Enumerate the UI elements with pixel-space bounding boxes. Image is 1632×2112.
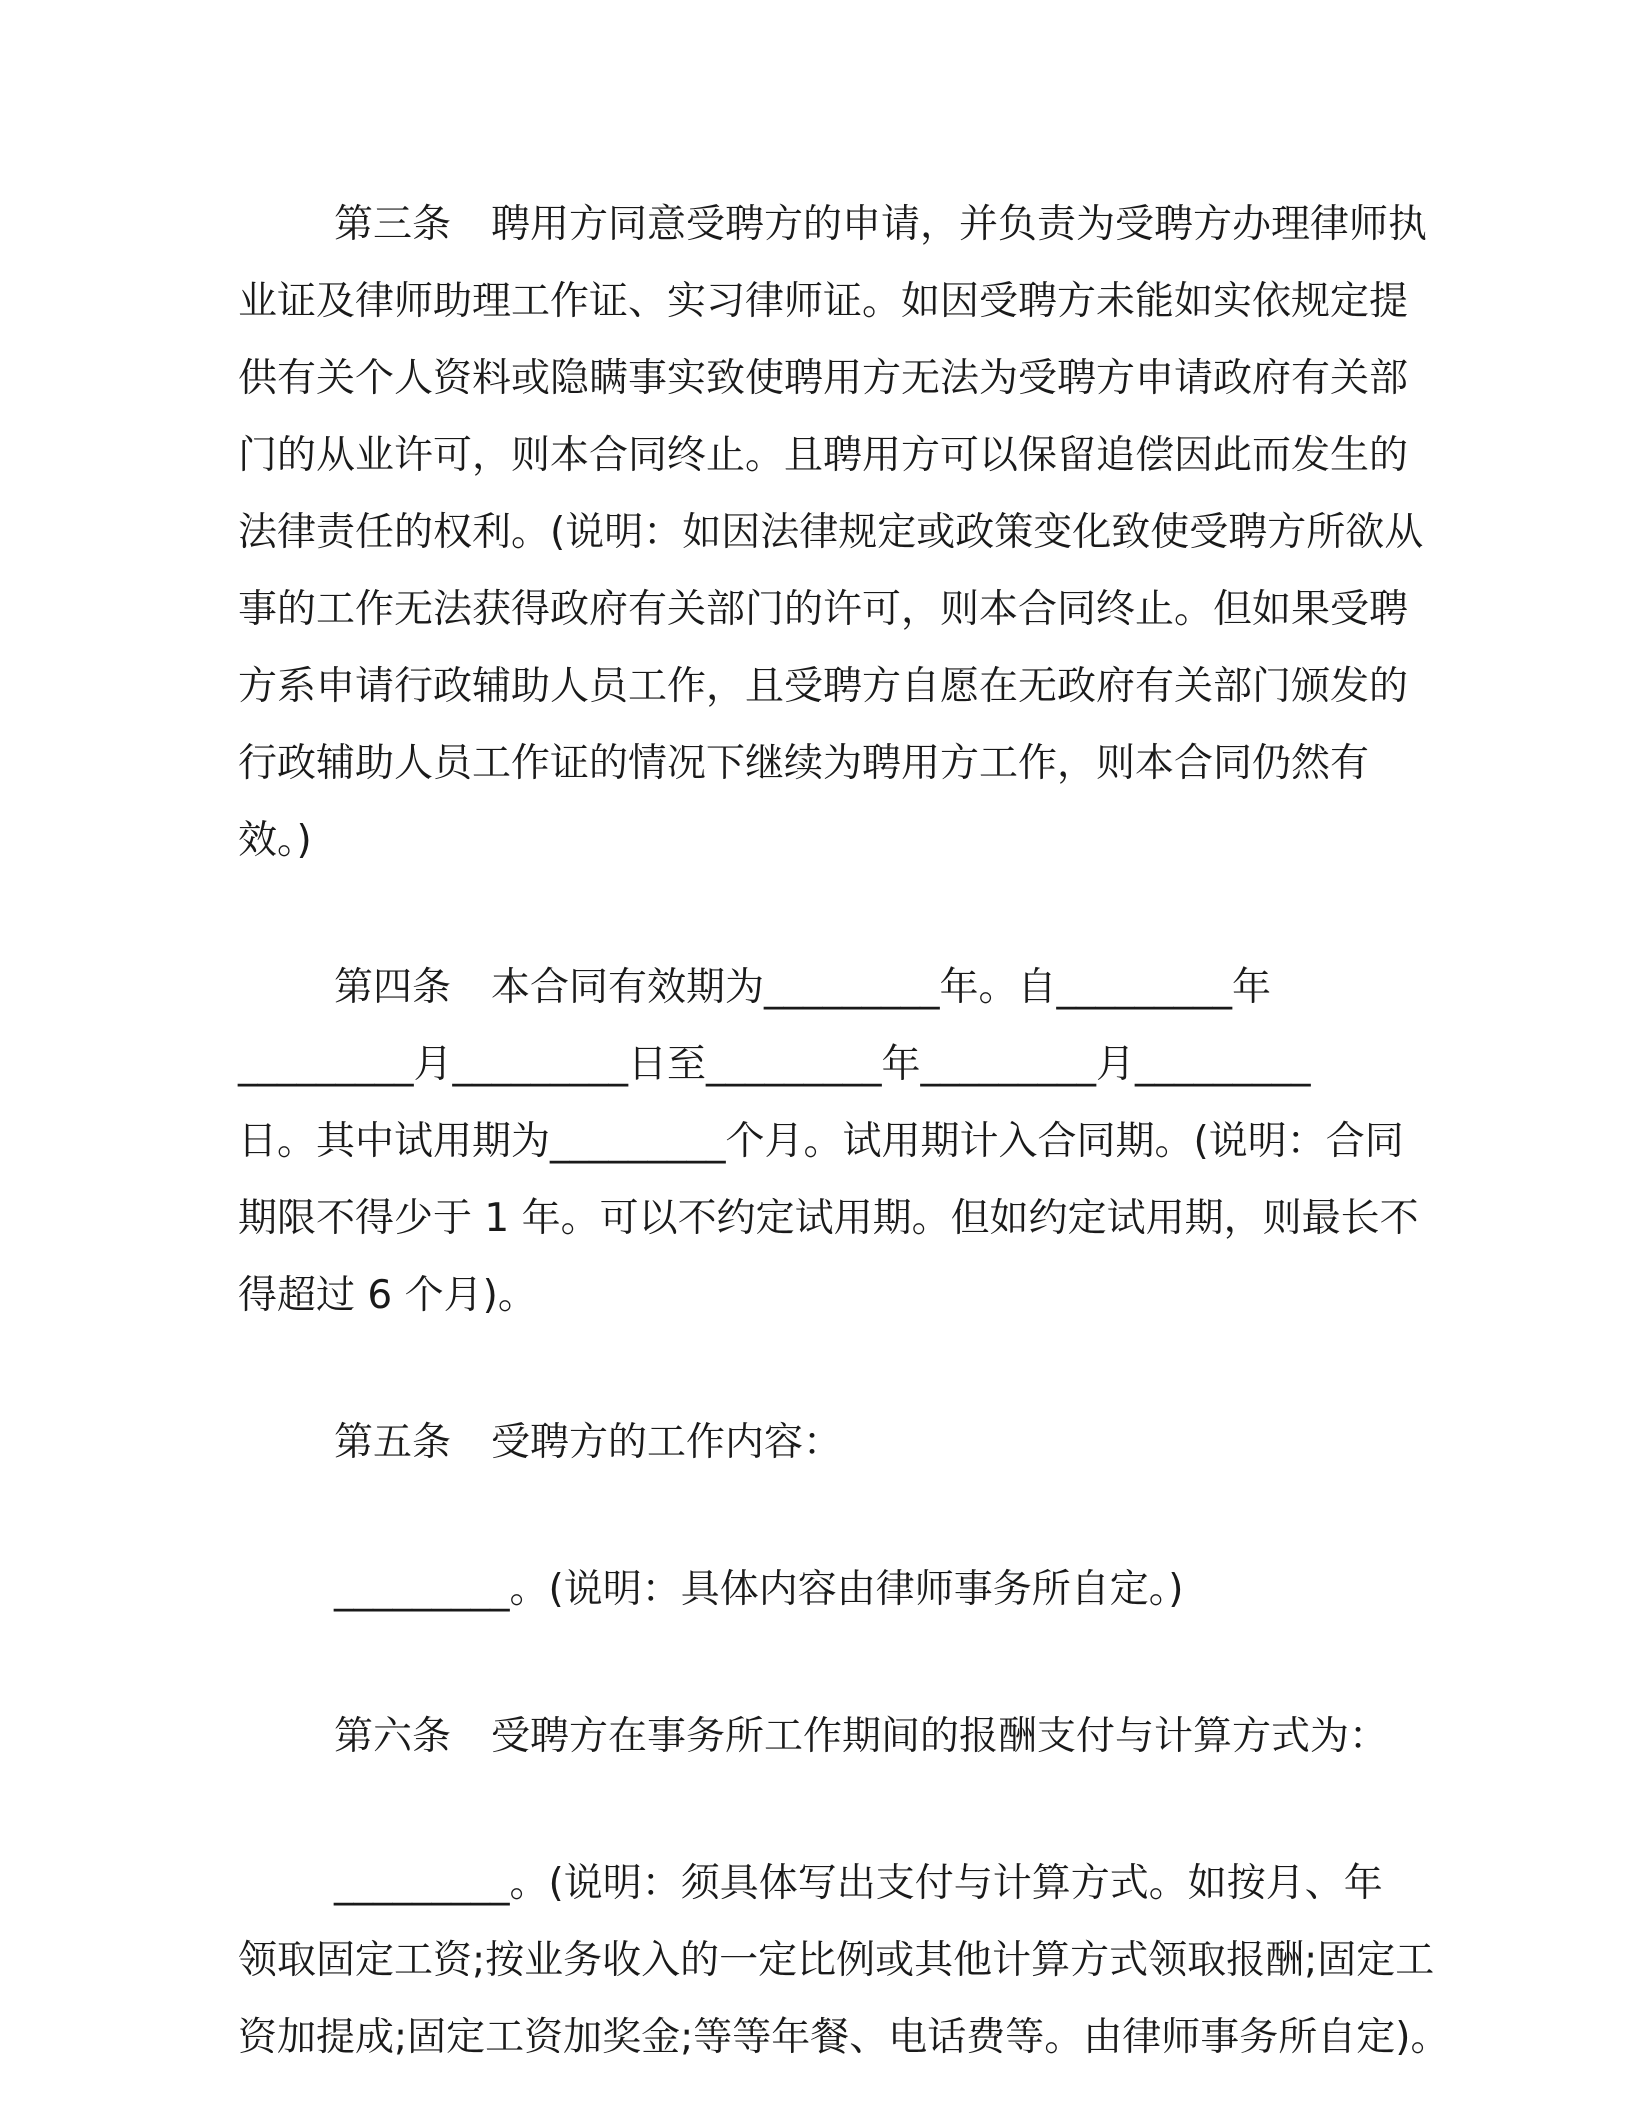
article-3-line-6: 事的工作无法获得政府有关部门的许可，则本合同终止。但如果受聘 — [238, 587, 1409, 632]
article-5-content — [238, 1551, 1378, 1628]
article-5-label: 第五条 — [334, 1420, 452, 1465]
article-4-line-4: 期限不得少于 1 年。可以不约定试用期。但如约定试用期，则最长不 — [238, 1196, 1419, 1241]
article-3 — [238, 186, 1428, 879]
article-3-line-7: 方系申请行政辅助人员工作，且受聘方自愿在无政府有关部门颁发的 — [238, 664, 1409, 709]
article-6-line-1: _________。(说明：须具体写出支付与计算方式。如按月、年 — [334, 1861, 1383, 1906]
article-3-line-2: 业证及律师助理工作证、实习律师证。如因受聘方未能如实依规定提 — [238, 279, 1409, 324]
article-4-label: 第四条 — [334, 965, 452, 1010]
article-4-line-5: 得超过 6 个月)。 — [238, 1273, 537, 1318]
article-3-line-8: 行政辅助人员工作证的情况下继续为聘用方工作，则本合同仍然有 — [238, 741, 1370, 786]
article-3-line-4: 门的从业许可，则本合同终止。且聘用方可以保留追偿因此而发生的 — [238, 433, 1409, 478]
article-5-content-line: _________。(说明：具体内容由律师事务所自定。) — [334, 1567, 1184, 1612]
article-4-line-3: 日。其中试用期为_________个月。试用期计入合同期。(说明：合同 — [238, 1119, 1404, 1164]
article-6-content — [238, 1845, 1450, 2076]
article-5 — [238, 1404, 1378, 1481]
article-3-line-3: 供有关个人资料或隐瞒事实致使聘用方无法为受聘方申请政府有关部 — [238, 356, 1409, 401]
article-6-label: 第六条 — [334, 1714, 452, 1759]
document-page — [238, 186, 1450, 2076]
article-5-heading: 第五条 受聘方的工作内容： — [334, 1420, 843, 1465]
article-4 — [238, 949, 1419, 1334]
article-3-line-9: 效。) — [238, 818, 312, 863]
article-3-line-1: 第三条 聘用方同意受聘方的申请，并负责为受聘方办理律师执 — [334, 202, 1428, 247]
article-4-line-2: _________月_________日至_________年_________月_________ — [238, 1042, 1311, 1087]
article-3-label: 第三条 — [334, 202, 452, 247]
article-6-heading: 第六条 受聘方在事务所工作期间的报酬支付与计算方式为： — [334, 1714, 1389, 1759]
article-6 — [238, 1698, 1389, 1775]
article-6-line-2: 领取固定工资;按业务收入的一定比例或其他计算方式领取报酬;固定工 — [238, 1938, 1435, 1983]
article-4-line-1: 第四条 本合同有效期为_________年。自_________年 — [334, 965, 1272, 1010]
article-6-line-3: 资加提成;固定工资加奖金;等等年餐、电话费等。由律师事务所自定)。 — [238, 2015, 1450, 2060]
article-3-line-5: 法律责任的权利。(说明：如因法律规定或政策变化致使受聘方所欲从 — [238, 510, 1424, 555]
